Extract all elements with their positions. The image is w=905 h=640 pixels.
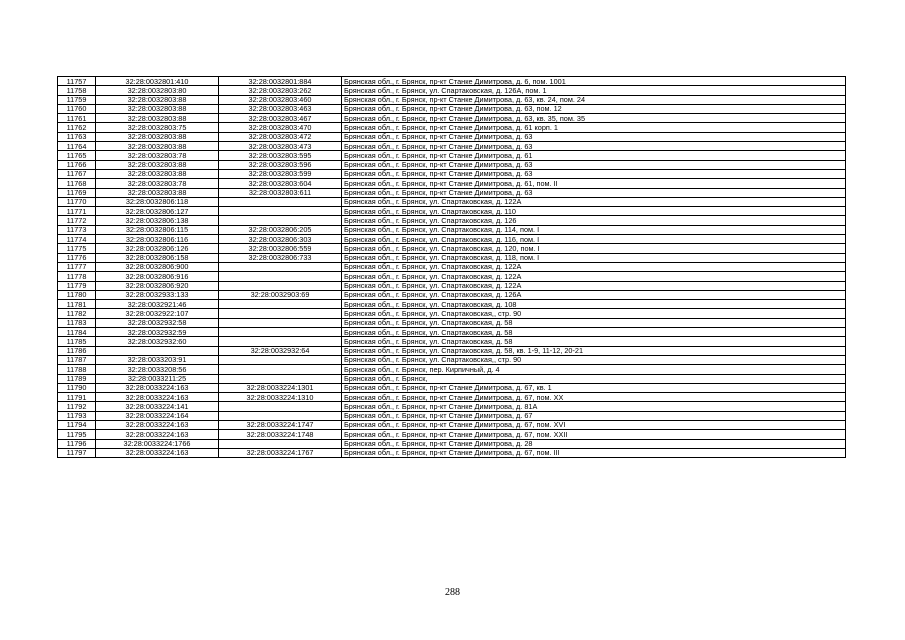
address-cell: Брянская обл., г. Брянск, пр-кт Станке Димитрова, д. 67	[342, 411, 846, 420]
address-cell: Брянская обл., г. Брянск, ул. Спартаковская, д. 118, пом. I	[342, 253, 846, 262]
address-cell: Брянская обл., г. Брянск, пр-кт Станке Димитрова, д. 63	[342, 160, 846, 169]
object-cadastral-number-cell	[219, 281, 342, 290]
object-cadastral-number-cell: 32:28:0032806:205	[219, 225, 342, 234]
table-row	[58, 281, 846, 290]
object-cadastral-number-cell	[219, 207, 342, 216]
table-row	[58, 151, 846, 160]
object-cadastral-number-cell	[219, 365, 342, 374]
row-number-cell: 11789	[58, 374, 96, 383]
row-number-cell: 11774	[58, 235, 96, 244]
property-table	[57, 76, 846, 458]
table-row	[58, 123, 846, 132]
row-number-cell: 11787	[58, 355, 96, 364]
cadastral-number-cell: 32:28:0032933:133	[96, 290, 219, 299]
address-cell: Брянская обл., г. Брянск, ул. Спартаковская, д. 122А	[342, 272, 846, 281]
table-row	[58, 160, 846, 169]
table-row	[58, 235, 846, 244]
row-number-cell: 11777	[58, 262, 96, 271]
row-number-cell: 11784	[58, 328, 96, 337]
row-number-cell: 11797	[58, 448, 96, 457]
object-cadastral-number-cell: 32:28:0033224:1301	[219, 383, 342, 392]
address-cell: Брянская обл., г. Брянск, ул. Спартаковская, д. 58, кв. 1-9, 11-12, 20-21	[342, 346, 846, 355]
cadastral-number-cell: 32:28:0033224:163	[96, 430, 219, 439]
address-cell: Брянская обл., г. Брянск, пр-кт Станке Димитрова, д. 63, кв. 35, пом. 35	[342, 114, 846, 123]
object-cadastral-number-cell: 32:28:0032803:472	[219, 132, 342, 141]
table-row	[58, 300, 846, 309]
table-row	[58, 328, 846, 337]
cadastral-number-cell: 32:28:0032803:88	[96, 169, 219, 178]
table-row	[58, 114, 846, 123]
object-cadastral-number-cell: 32:28:0032806:733	[219, 253, 342, 262]
row-number-cell: 11759	[58, 95, 96, 104]
object-cadastral-number-cell: 32:28:0033224:1310	[219, 393, 342, 402]
object-cadastral-number-cell	[219, 216, 342, 225]
address-cell: Брянская обл., г. Брянск, ул. Спартаковская, д. 126А	[342, 290, 846, 299]
table-row	[58, 77, 846, 86]
cadastral-number-cell: 32:28:0032803:88	[96, 132, 219, 141]
cadastral-number-cell: 32:28:0032806:118	[96, 197, 219, 206]
row-number-cell: 11763	[58, 132, 96, 141]
row-number-cell: 11767	[58, 169, 96, 178]
cadastral-number-cell: 32:28:0032803:88	[96, 160, 219, 169]
table-row	[58, 402, 846, 411]
row-number-cell: 11761	[58, 114, 96, 123]
row-number-cell: 11780	[58, 290, 96, 299]
object-cadastral-number-cell: 32:28:0032803:599	[219, 169, 342, 178]
table-row	[58, 132, 846, 141]
row-number-cell: 11768	[58, 179, 96, 188]
address-cell: Брянская обл., г. Брянск, ул. Спартаковская, д. 126	[342, 216, 846, 225]
address-cell: Брянская обл., г. Брянск, пр-кт Станке Димитрова, д. 61, пом. II	[342, 179, 846, 188]
table-row	[58, 142, 846, 151]
table-row	[58, 179, 846, 188]
cadastral-number-cell: 32:28:0032806:126	[96, 244, 219, 253]
object-cadastral-number-cell: 32:28:0032806:303	[219, 235, 342, 244]
object-cadastral-number-cell: 32:28:0032803:596	[219, 160, 342, 169]
table-row	[58, 430, 846, 439]
object-cadastral-number-cell: 32:28:0032803:611	[219, 188, 342, 197]
address-cell: Брянская обл., г. Брянск, пр-кт Станке Димитрова, д. 67, пом. III	[342, 448, 846, 457]
cadastral-number-cell: 32:28:0032932:60	[96, 337, 219, 346]
address-cell: Брянская обл., г. Брянск, ул. Спартаковская, д. 110	[342, 207, 846, 216]
cadastral-number-cell: 32:28:0032922:107	[96, 309, 219, 318]
cadastral-number-cell: 32:28:0032806:115	[96, 225, 219, 234]
cadastral-number-cell	[96, 346, 219, 355]
row-number-cell: 11764	[58, 142, 96, 151]
address-cell: Брянская обл., г. Брянск, ул. Спартаковская, д. 58	[342, 328, 846, 337]
row-number-cell: 11769	[58, 188, 96, 197]
table-row	[58, 272, 846, 281]
object-cadastral-number-cell: 32:28:0033224:1748	[219, 430, 342, 439]
row-number-cell: 11770	[58, 197, 96, 206]
address-cell: Брянская обл., г. Брянск, пр-кт Станке Димитрова, д. 63	[342, 169, 846, 178]
cadastral-number-cell: 32:28:0032803:78	[96, 151, 219, 160]
cadastral-number-cell: 32:28:0033211:25	[96, 374, 219, 383]
address-cell: Брянская обл., г. Брянск, ул. Спартаковская, д. 120, пом. I	[342, 244, 846, 253]
row-number-cell: 11778	[58, 272, 96, 281]
row-number-cell: 11796	[58, 439, 96, 448]
cadastral-number-cell: 32:28:0032806:138	[96, 216, 219, 225]
row-number-cell: 11785	[58, 337, 96, 346]
row-number-cell: 11795	[58, 430, 96, 439]
cadastral-number-cell: 32:28:0032803:75	[96, 123, 219, 132]
table-row	[58, 169, 846, 178]
object-cadastral-number-cell: 32:28:0032803:595	[219, 151, 342, 160]
address-cell: Брянская обл., г. Брянск, пр-кт Станке Димитрова, д. 6, пом. 1001	[342, 77, 846, 86]
table-row	[58, 448, 846, 457]
address-cell: Брянская обл., г. Брянск, пр-кт Станке Димитрова, д. 63, кв. 24, пом. 24	[342, 95, 846, 104]
address-cell: Брянская обл., г. Брянск,	[342, 374, 846, 383]
row-number-cell: 11794	[58, 420, 96, 429]
object-cadastral-number-cell: 32:28:0032803:604	[219, 179, 342, 188]
cadastral-number-cell: 32:28:0032803:88	[96, 188, 219, 197]
row-number-cell: 11762	[58, 123, 96, 132]
table-row	[58, 262, 846, 271]
address-cell: Брянская обл., г. Брянск, пер. Кирпичный, д. 4	[342, 365, 846, 374]
row-number-cell: 11775	[58, 244, 96, 253]
table-row	[58, 253, 846, 262]
address-cell: Брянская обл., г. Брянск, пр-кт Станке Димитрова, д. 81А	[342, 402, 846, 411]
address-cell: Брянская обл., г. Брянск, ул. Спартаковская,, стр. 90	[342, 309, 846, 318]
address-cell: Брянская обл., г. Брянск, ул. Спартаковская, д. 122А	[342, 197, 846, 206]
address-cell: Брянская обл., г. Брянск, пр-кт Станке Димитрова, д. 61	[342, 151, 846, 160]
table-row	[58, 207, 846, 216]
table-row	[58, 374, 846, 383]
table-row	[58, 420, 846, 429]
table-row	[58, 309, 846, 318]
table-row	[58, 337, 846, 346]
row-number-cell: 11783	[58, 318, 96, 327]
address-cell: Брянская обл., г. Брянск, ул. Спартаковская, д. 108	[342, 300, 846, 309]
object-cadastral-number-cell: 32:28:0032803:460	[219, 95, 342, 104]
row-number-cell: 11793	[58, 411, 96, 420]
object-cadastral-number-cell	[219, 355, 342, 364]
cadastral-number-cell: 32:28:0032803:88	[96, 142, 219, 151]
row-number-cell: 11765	[58, 151, 96, 160]
cadastral-number-cell: 32:28:0033224:163	[96, 420, 219, 429]
table-row	[58, 104, 846, 113]
table-row	[58, 355, 846, 364]
row-number-cell: 11792	[58, 402, 96, 411]
row-number-cell: 11773	[58, 225, 96, 234]
cadastral-number-cell: 32:28:0033203:91	[96, 355, 219, 364]
object-cadastral-number-cell: 32:28:0032932:64	[219, 346, 342, 355]
object-cadastral-number-cell	[219, 318, 342, 327]
table-row	[58, 86, 846, 95]
table-row	[58, 244, 846, 253]
address-cell: Брянская обл., г. Брянск, пр-кт Станке Димитрова, д. 61 корп. 1	[342, 123, 846, 132]
cadastral-number-cell: 32:28:0033224:163	[96, 448, 219, 457]
table-row	[58, 197, 846, 206]
cadastral-number-cell: 32:28:0032932:59	[96, 328, 219, 337]
row-number-cell: 11788	[58, 365, 96, 374]
table-row	[58, 188, 846, 197]
table-row	[58, 225, 846, 234]
cadastral-number-cell: 32:28:0032806:916	[96, 272, 219, 281]
table-row	[58, 95, 846, 104]
property-table-body	[58, 77, 846, 458]
row-number-cell: 11790	[58, 383, 96, 392]
row-number-cell: 11766	[58, 160, 96, 169]
address-cell: Брянская обл., г. Брянск, пр-кт Станке Димитрова, д. 67, пом. XXII	[342, 430, 846, 439]
address-cell: Брянская обл., г. Брянск, пр-кт Станке Димитрова, д. 28	[342, 439, 846, 448]
object-cadastral-number-cell	[219, 300, 342, 309]
address-cell: Брянская обл., г. Брянск, ул. Спартаковская, д. 122А	[342, 281, 846, 290]
cadastral-number-cell: 32:28:0033208:56	[96, 365, 219, 374]
table-row	[58, 216, 846, 225]
address-cell: Брянская обл., г. Брянск, пр-кт Станке Димитрова, д. 67, кв. 1	[342, 383, 846, 392]
address-cell: Брянская обл., г. Брянск, пр-кт Станке Димитрова, д. 67, пом. XX	[342, 393, 846, 402]
table-row	[58, 290, 846, 299]
row-number-cell: 11791	[58, 393, 96, 402]
table-row	[58, 346, 846, 355]
cadastral-number-cell: 32:28:0032806:116	[96, 235, 219, 244]
row-number-cell: 11786	[58, 346, 96, 355]
object-cadastral-number-cell	[219, 439, 342, 448]
table-row	[58, 383, 846, 392]
object-cadastral-number-cell: 32:28:0032803:463	[219, 104, 342, 113]
row-number-cell: 11757	[58, 77, 96, 86]
table-row	[58, 411, 846, 420]
address-cell: Брянская обл., г. Брянск, ул. Спартаковская, д. 114, пом. I	[342, 225, 846, 234]
row-number-cell: 11781	[58, 300, 96, 309]
cadastral-number-cell: 32:28:0032806:900	[96, 262, 219, 271]
address-cell: Брянская обл., г. Брянск, ул. Спартаковская, д. 122А	[342, 262, 846, 271]
address-cell: Брянская обл., г. Брянск, пр-кт Станке Димитрова, д. 63, пом. 12	[342, 104, 846, 113]
cadastral-number-cell: 32:28:0032803:88	[96, 114, 219, 123]
table-row	[58, 439, 846, 448]
row-number-cell: 11771	[58, 207, 96, 216]
object-cadastral-number-cell: 32:28:0032801:884	[219, 77, 342, 86]
cadastral-number-cell: 32:28:0032921:46	[96, 300, 219, 309]
table-row	[58, 318, 846, 327]
object-cadastral-number-cell	[219, 309, 342, 318]
cadastral-number-cell: 32:28:0032803:78	[96, 179, 219, 188]
row-number-cell: 11779	[58, 281, 96, 290]
address-cell: Брянская обл., г. Брянск, ул. Спартаковская, д. 116, пом. I	[342, 235, 846, 244]
object-cadastral-number-cell	[219, 402, 342, 411]
row-number-cell: 11782	[58, 309, 96, 318]
object-cadastral-number-cell: 32:28:0032803:473	[219, 142, 342, 151]
object-cadastral-number-cell	[219, 197, 342, 206]
cadastral-number-cell: 32:28:0033224:164	[96, 411, 219, 420]
cadastral-number-cell: 32:28:0032932:58	[96, 318, 219, 327]
address-cell: Брянская обл., г. Брянск, пр-кт Станке Димитрова, д. 67, пом. XVI	[342, 420, 846, 429]
object-cadastral-number-cell	[219, 411, 342, 420]
cadastral-number-cell: 32:28:0032803:88	[96, 104, 219, 113]
object-cadastral-number-cell: 32:28:0033224:1747	[219, 420, 342, 429]
address-cell: Брянская обл., г. Брянск, пр-кт Станке Димитрова, д. 63	[342, 142, 846, 151]
object-cadastral-number-cell	[219, 328, 342, 337]
object-cadastral-number-cell: 32:28:0032803:467	[219, 114, 342, 123]
cadastral-number-cell: 32:28:0033224:163	[96, 393, 219, 402]
cadastral-number-cell: 32:28:0032801:410	[96, 77, 219, 86]
address-cell: Брянская обл., г. Брянск, ул. Спартаковская, д. 58	[342, 337, 846, 346]
object-cadastral-number-cell: 32:28:0032903:69	[219, 290, 342, 299]
object-cadastral-number-cell: 32:28:0032803:262	[219, 86, 342, 95]
cadastral-number-cell: 32:28:0032806:127	[96, 207, 219, 216]
row-number-cell: 11772	[58, 216, 96, 225]
cadastral-number-cell: 32:28:0033224:141	[96, 402, 219, 411]
cadastral-number-cell: 32:28:0032803:88	[96, 95, 219, 104]
cadastral-number-cell: 32:28:0032806:158	[96, 253, 219, 262]
row-number-cell: 11758	[58, 86, 96, 95]
object-cadastral-number-cell: 32:28:0032803:470	[219, 123, 342, 132]
object-cadastral-number-cell	[219, 272, 342, 281]
object-cadastral-number-cell: 32:28:0033224:1767	[219, 448, 342, 457]
table-row	[58, 393, 846, 402]
address-cell: Брянская обл., г. Брянск, ул. Спартаковская,, стр. 90	[342, 355, 846, 364]
cadastral-number-cell: 32:28:0032806:920	[96, 281, 219, 290]
object-cadastral-number-cell: 32:28:0032806:559	[219, 244, 342, 253]
address-cell: Брянская обл., г. Брянск, пр-кт Станке Димитрова, д. 63	[342, 188, 846, 197]
row-number-cell: 11760	[58, 104, 96, 113]
row-number-cell: 11776	[58, 253, 96, 262]
address-cell: Брянская обл., г. Брянск, ул. Спартаковская, д. 58	[342, 318, 846, 327]
object-cadastral-number-cell	[219, 337, 342, 346]
object-cadastral-number-cell	[219, 374, 342, 383]
table-row	[58, 365, 846, 374]
address-cell: Брянская обл., г. Брянск, пр-кт Станке Димитрова, д. 63	[342, 132, 846, 141]
page-number: 288	[445, 587, 460, 598]
cadastral-number-cell: 32:28:0032803:80	[96, 86, 219, 95]
address-cell: Брянская обл., г. Брянск, ул. Спартаковская, д. 126А, пом. 1	[342, 86, 846, 95]
cadastral-number-cell: 32:28:0033224:163	[96, 383, 219, 392]
cadastral-number-cell: 32:28:0033224:1766	[96, 439, 219, 448]
object-cadastral-number-cell	[219, 262, 342, 271]
